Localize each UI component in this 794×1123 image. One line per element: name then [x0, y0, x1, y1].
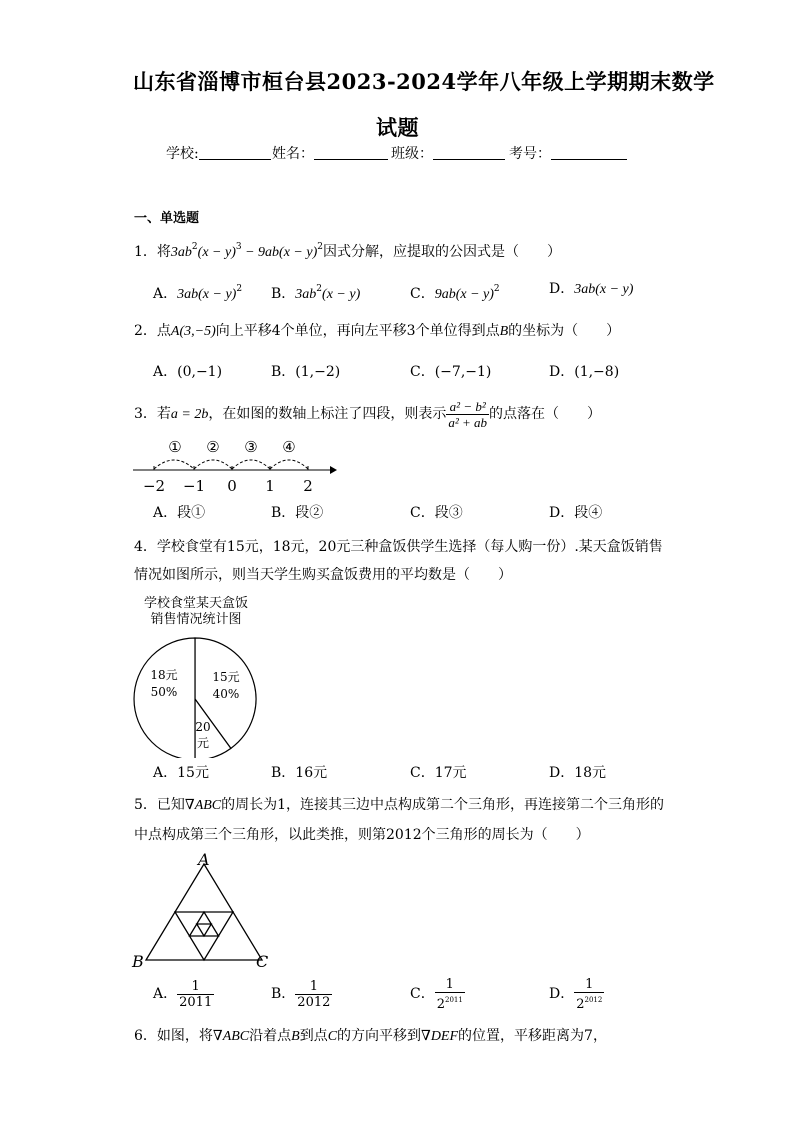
option-text: (0,−1)	[177, 364, 223, 380]
q4-option-b[interactable]	[271, 763, 327, 783]
q6-triangle-def: ∇DEF	[421, 1029, 459, 1044]
frac-den: 2012	[297, 994, 331, 1010]
frac-den: 2011	[179, 994, 213, 1010]
q1-option-c[interactable]	[410, 279, 500, 305]
q6-triangle-abc: ∇ABC	[212, 1029, 250, 1044]
option-text: 3ab	[295, 287, 317, 302]
question-4-line2: 情况如图所示，则当天学生购买盒饭费用的平均数是（ ）	[134, 567, 512, 583]
option-text-after: (x − y)	[322, 287, 361, 302]
q1-prefix: 1．将	[134, 244, 171, 260]
option-sup: 2	[236, 284, 243, 294]
segment-1-arc	[154, 460, 194, 469]
option-label: D．	[549, 281, 575, 297]
option-label: A．	[153, 765, 178, 781]
q3-stem: ，在如图的数轴上标注了四段，则表示	[208, 406, 447, 422]
triangle-4	[197, 924, 212, 936]
option-text: 3ab(x − y)	[574, 282, 634, 297]
option-label: A．	[153, 286, 178, 302]
frac-den-base: 2	[576, 996, 585, 1012]
q5-option-d[interactable]	[549, 976, 604, 1012]
option-fraction	[435, 977, 465, 1012]
info-class	[391, 144, 505, 164]
option-label: B．	[271, 986, 296, 1002]
option-sup: 2	[493, 284, 500, 294]
page-title: 山东省淄博市桓台县2023-2024学年八年级上学期期末数学	[133, 69, 715, 94]
info-exam-no	[509, 144, 627, 164]
q1-option-b[interactable]	[271, 279, 360, 305]
q3-stem-end: 的点落在（ ）	[489, 406, 602, 422]
q6-point-b: B	[291, 1029, 300, 1044]
option-fraction	[295, 979, 332, 1010]
option-fraction	[177, 979, 214, 1010]
option-text: 18元	[574, 765, 607, 781]
frac-den-exp: 2011	[445, 995, 463, 1004]
frac-den	[435, 993, 465, 1012]
option-text: 段①	[177, 505, 206, 521]
slice-label-18: 18元	[150, 668, 178, 682]
info-name-blank[interactable]	[314, 145, 388, 160]
q5-option-a[interactable]	[153, 976, 214, 1012]
option-label: C．	[410, 505, 435, 521]
q4-option-c[interactable]	[410, 763, 467, 783]
q1-stem: 因式分解，应提取的公因式是（ ）	[322, 244, 561, 260]
question-4-line1: 4．学校食堂有15元，18元，20元三种盒饭供学生选择（每人购一份）.某天盒饭销售	[134, 539, 663, 555]
tick-label: −2	[142, 477, 166, 495]
slice-percent-15: 40%	[212, 687, 240, 701]
option-text: 段③	[434, 505, 463, 521]
segment-label-1: ①	[168, 438, 182, 456]
option-label: C．	[410, 765, 435, 781]
question-2	[134, 321, 620, 342]
q3-option-d[interactable]	[549, 503, 602, 523]
option-text: 段④	[574, 505, 603, 521]
option-label: D．	[549, 986, 575, 1002]
tick-label: 1	[265, 477, 275, 495]
q6-prefix: 6．如图，将	[134, 1028, 213, 1044]
info-school-label: 学校:	[166, 146, 199, 162]
question-1	[134, 237, 561, 263]
option-text: 15元	[177, 765, 209, 781]
q3-frac-den: a² + ab	[448, 414, 488, 430]
pie-chart	[126, 592, 266, 758]
q6-point-c: C	[327, 1029, 338, 1044]
info-name	[272, 144, 388, 164]
nested-triangles-figure	[128, 850, 278, 972]
frac-num: 1	[435, 977, 465, 993]
info-school	[166, 144, 271, 164]
option-label: A．	[153, 986, 178, 1002]
option-text: 9ab(x − y)	[434, 287, 494, 302]
tick-label: 2	[303, 477, 313, 495]
q4-option-a[interactable]	[153, 763, 209, 783]
q2-prefix: 2．点	[134, 323, 171, 339]
option-text: (1,−2)	[295, 364, 341, 380]
option-label: C．	[410, 286, 435, 302]
info-name-label: 姓名：	[272, 146, 314, 162]
segment-label-4: ④	[282, 438, 296, 456]
question-5-line2: 中点构成第三个三角形，以此类推，则第2012个三角形的周长为（ ）	[134, 827, 590, 843]
info-exam-no-blank[interactable]	[551, 145, 627, 160]
option-label: D．	[549, 505, 575, 521]
frac-num: 1	[295, 979, 332, 995]
frac-num: 1	[177, 979, 214, 995]
q2-option-b[interactable]	[271, 362, 340, 382]
option-text: 3ab(x − y)	[177, 287, 237, 302]
q1-expr-b: (x − y)	[197, 245, 236, 260]
axis-arrow	[330, 466, 337, 474]
q2-stem: 向上平移4个单位，再向左平移3个单位得到点	[215, 323, 500, 339]
q5-triangle: ∇ABC	[184, 798, 222, 813]
number-line-figure	[130, 434, 345, 496]
q2-point-b: B	[499, 324, 509, 339]
frac-den	[574, 993, 604, 1012]
q6-stem-1: 沿着点	[249, 1028, 292, 1044]
q2-point-a: A(3,−5)	[170, 324, 216, 339]
q1-sup2: 2	[191, 242, 198, 252]
q3-option-c[interactable]	[410, 503, 463, 523]
q6-stem-end: 的位置，平移距离为7，	[458, 1028, 607, 1044]
vertex-b-label: B	[132, 952, 144, 971]
tick-label: −1	[182, 477, 206, 495]
segment-4-arc	[270, 460, 308, 469]
option-label: B．	[271, 364, 296, 380]
option-label: D．	[549, 765, 575, 781]
slice-label-15: 15元	[212, 670, 240, 684]
option-label: B．	[271, 505, 296, 521]
option-text: 16元	[295, 765, 328, 781]
option-label: C．	[410, 364, 435, 380]
q5-prefix: 5．已知	[134, 797, 185, 813]
option-label: A．	[153, 505, 178, 521]
q6-stem-3: 的方向平移到	[337, 1028, 422, 1044]
option-label: C．	[410, 986, 435, 1002]
q3-option-a[interactable]	[153, 503, 205, 523]
option-text: 段②	[295, 505, 324, 521]
frac-num: 1	[574, 977, 604, 993]
q1-option-d[interactable]	[549, 279, 633, 300]
option-sup: 2	[316, 284, 323, 294]
vertex-c-label: C	[256, 952, 269, 971]
slice-label-20-num: 20	[195, 720, 211, 734]
option-text: (1,−8)	[574, 364, 620, 380]
q1-sup3: 3	[235, 242, 242, 252]
q1-expr-a: 3ab	[170, 245, 192, 260]
q3-fraction	[446, 399, 489, 430]
page-title-line2: 试题	[376, 115, 419, 140]
frac-den-base: 2	[436, 996, 445, 1012]
vertex-a-label: A	[198, 850, 210, 869]
q5-stem: 的周长为1，连接其三边中点构成第二个三角形，再连接第二个三角形的	[221, 797, 665, 813]
q5-option-c[interactable]	[410, 976, 465, 1012]
q2-option-d[interactable]	[549, 362, 619, 382]
option-label: A．	[153, 364, 178, 380]
option-label: D．	[549, 364, 575, 380]
q5-option-b[interactable]	[271, 976, 332, 1012]
q6-stem-2: 到点	[299, 1028, 328, 1044]
question-3	[134, 396, 601, 433]
info-exam-no-label: 考号：	[509, 146, 551, 162]
option-label: B．	[271, 286, 296, 302]
q2-option-a[interactable]	[153, 362, 222, 382]
info-class-label: 班级：	[391, 146, 433, 162]
segment-label-2: ②	[206, 438, 220, 456]
info-school-blank[interactable]	[199, 145, 271, 160]
q1-expr-c: − 9ab(x − y)	[241, 245, 318, 260]
q3-prefix: 3．若	[134, 406, 171, 422]
q1-option-a[interactable]	[153, 279, 242, 305]
q2-option-c[interactable]	[410, 362, 491, 382]
option-label: B．	[271, 765, 296, 781]
tick-label: 0	[227, 477, 237, 495]
segment-2-arc	[194, 460, 232, 469]
segment-3-arc	[232, 460, 270, 469]
option-text: 17元	[434, 765, 467, 781]
question-5-line1	[134, 795, 664, 816]
info-class-blank[interactable]	[433, 145, 505, 160]
q1-sup2b: 2	[317, 242, 323, 252]
section-heading: 一、单选题	[134, 211, 200, 226]
segment-label-3: ③	[244, 438, 258, 456]
q4-option-d[interactable]	[549, 763, 606, 783]
slice-percent-18: 50%	[150, 685, 178, 699]
option-text: (−7,−1)	[434, 364, 492, 380]
frac-den-exp: 2012	[584, 995, 603, 1004]
chart-title-line2: 销售情况统计图	[150, 612, 242, 627]
chart-title-line1: 学校食堂某天盒饭	[143, 596, 249, 611]
q3-condition: a = 2b	[170, 407, 209, 422]
q3-frac-num: a² − b²	[446, 399, 489, 415]
question-6	[134, 1026, 607, 1047]
option-fraction	[574, 977, 604, 1012]
q3-option-b[interactable]	[271, 503, 323, 523]
slice-label-20-unit: 元	[196, 736, 210, 750]
q2-stem-end: 的坐标为（ ）	[508, 323, 621, 339]
